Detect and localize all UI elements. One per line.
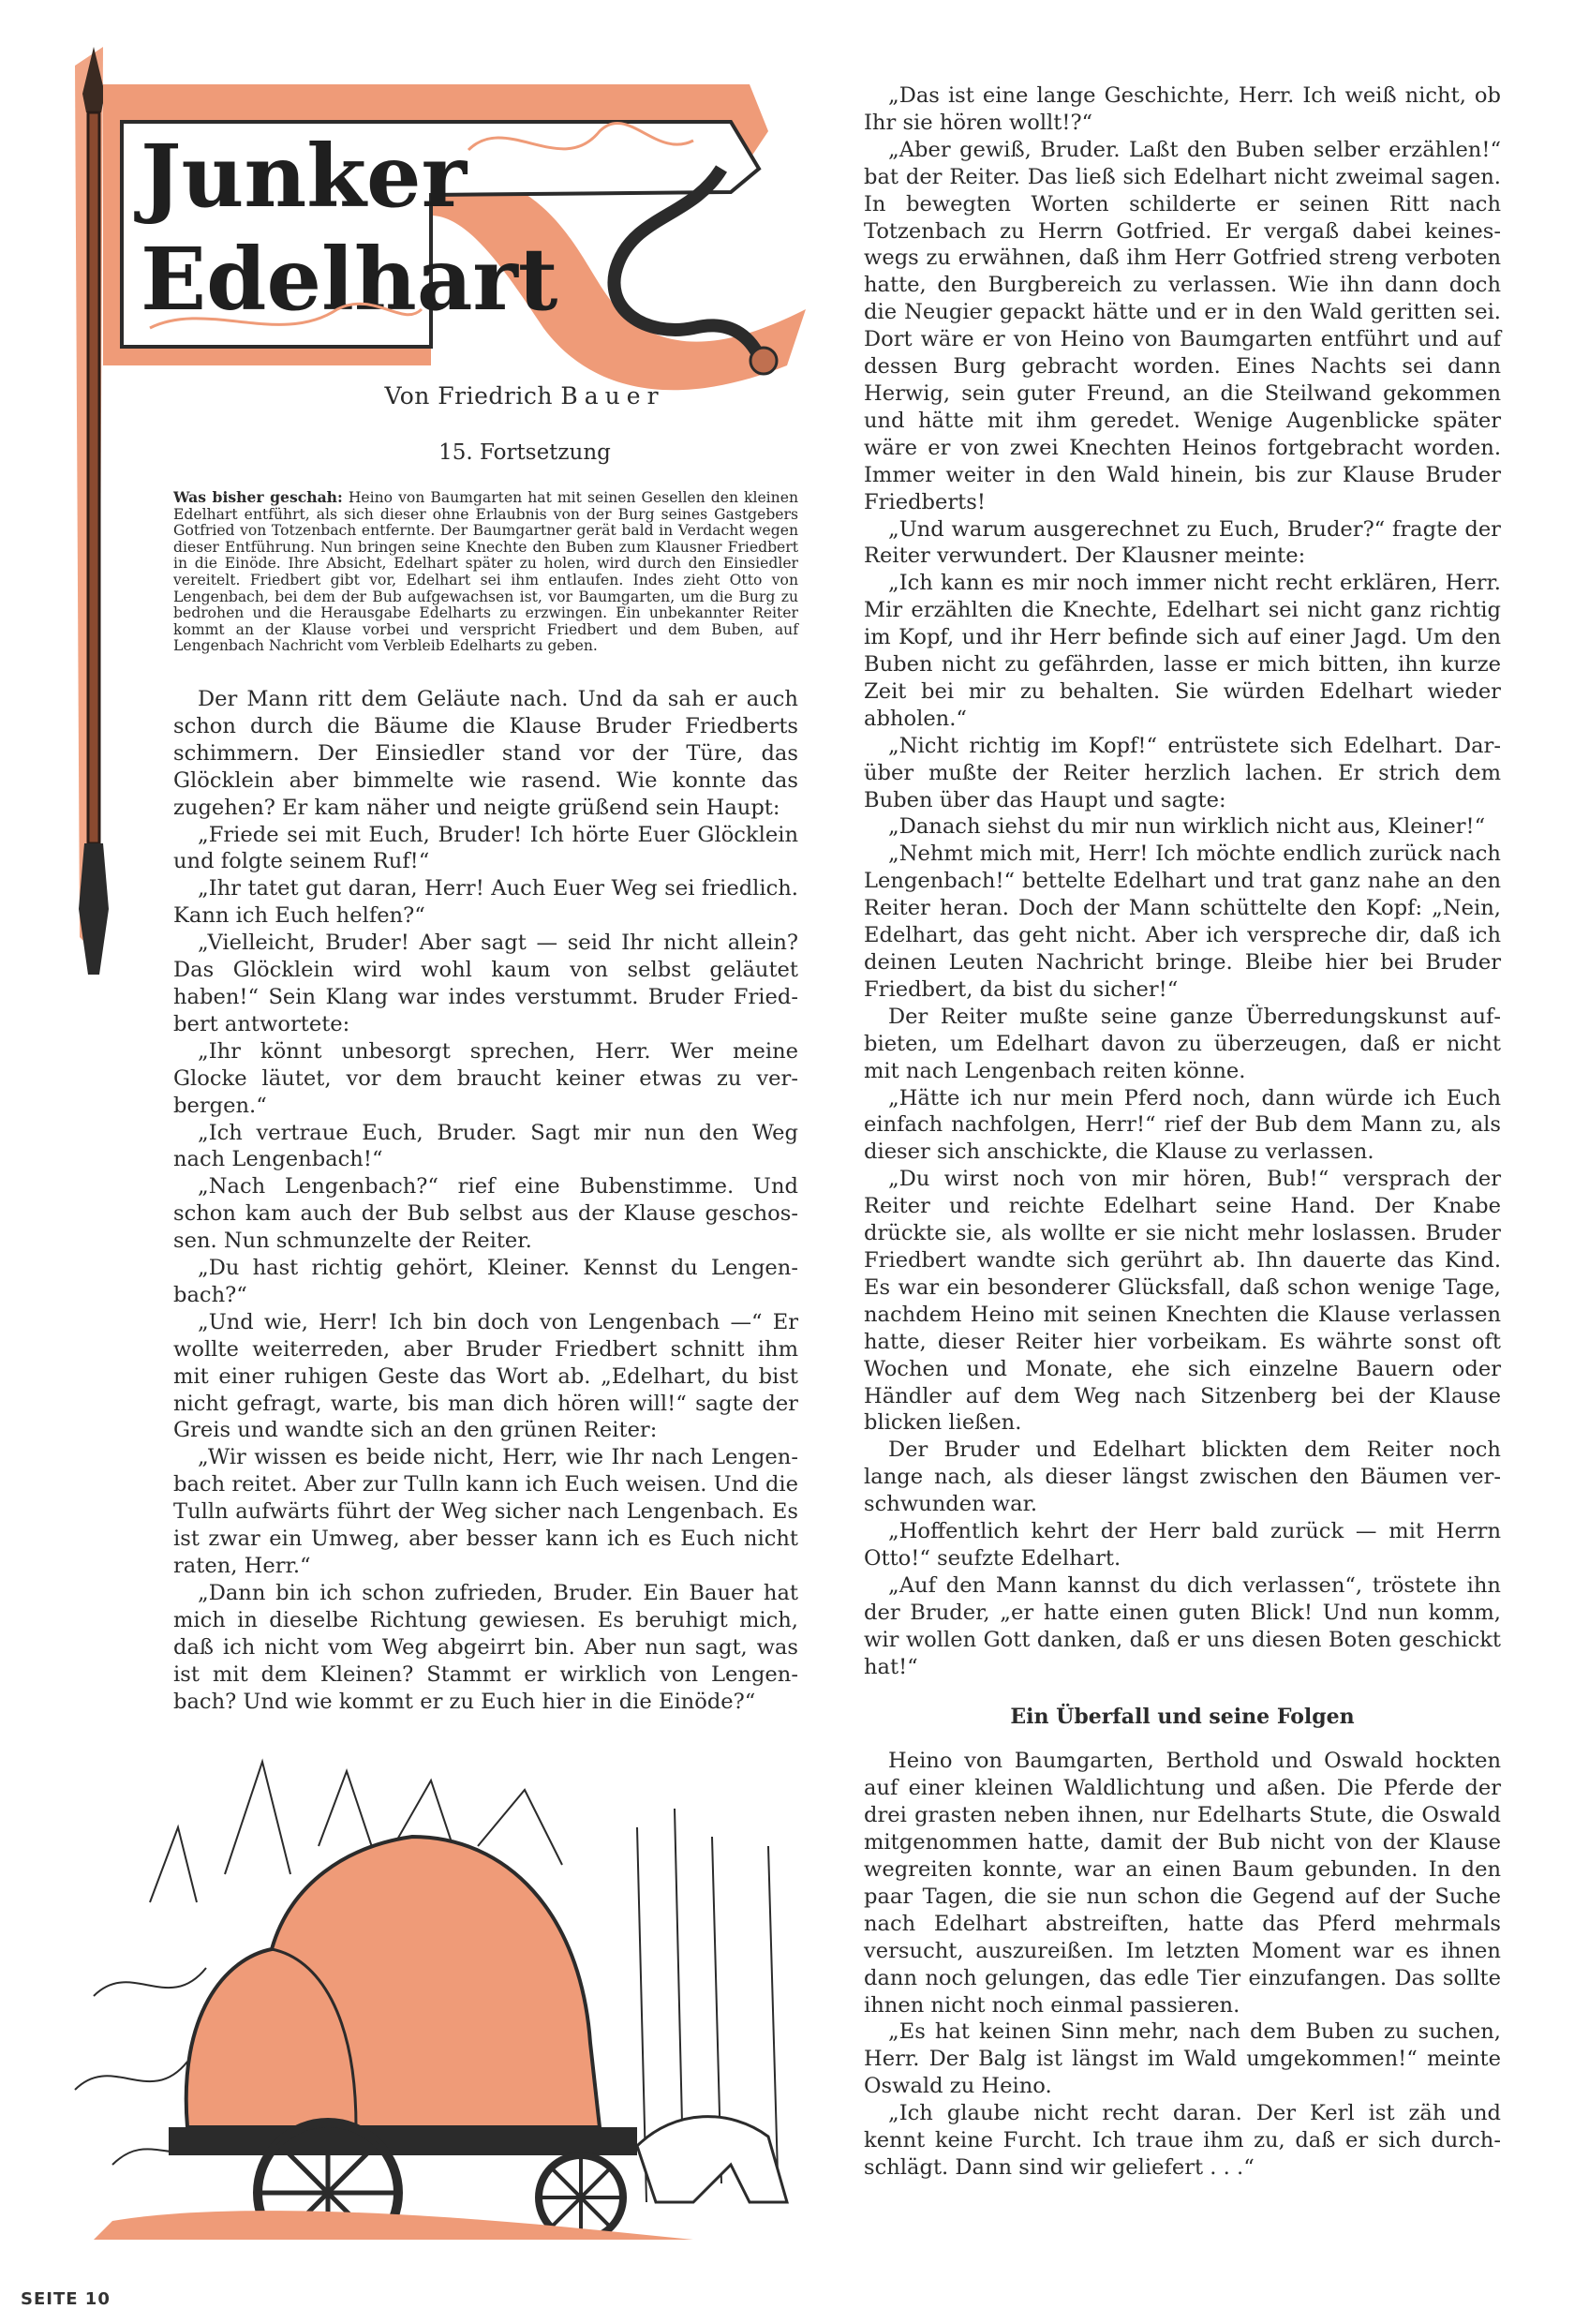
right-column <box>864 82 1501 2182</box>
recap-summary <box>173 489 798 655</box>
byline-surname: Bauer <box>560 382 665 410</box>
paragraph: „Ihr könnt unbesorgt sprechen, Herr. Wer meine Glocke läutet, vor dem braucht keiner etwas zu verbergen.“ <box>173 1038 798 1118</box>
banner-tassel <box>750 348 777 374</box>
paragraph: „Wir wissen es beide nicht, Herr, wie Ihr nach Lengenbach reitet. Aber zur Tulln kann ich Euch weisen. Und die Tulln aufwärts führt der Weg sicher nach Lengenbach. Es ist zwar ein Umweg, aber besser kann ich es Euch nicht raten, Herr.“ <box>173 1445 798 1578</box>
paragraph: Der Mann ritt dem Geläute nach. Und da sah er auch schon durch die Bäume die Klause Bruder Friedberts schimmern. Der Einsiedler stand vor der Türe, das Glöcklein aber bimmelte wie rasend. Wie konnte das zugehen? Er kam näher und neigte grüßend sein Haupt: <box>173 687 798 820</box>
page-number: SEITE 10 <box>21 2289 111 2309</box>
horses <box>637 2117 787 2202</box>
left-column <box>173 686 798 1715</box>
paragraph: „Friede sei mit Euch, Bruder! Ich hörte Euer Glöcklein und folgte seinem Ruf!“ <box>173 822 798 874</box>
title-line-1: Junker <box>141 126 468 227</box>
paragraph: „Auf den Mann kannst du dich verlassen“, tröstete ihn der Bruder, „er hatte einen guten Blick! Und nun komm, wir wollen Gott danken, daß er uns diesen Boten geschickt hat!“ <box>864 1572 1501 1679</box>
paragraph: „Hoffentlich kehrt der Herr bald zurück — mit Herrn Otto!“ seufzte Edelhart. <box>864 1519 1501 1571</box>
paragraph: Heino von Baumgarten, Berthold und Oswald hockten auf einer kleinen Waldlichtung und aßen. Die Pferde der drei grasten neben ihnen, nur Edelharts Stute, die Oswald mitgenommen hatte, damit der Bub nicht von der Klause wegreiten konnte, war an einen Baum gebunden. In den paar Tagen, die sie nun schon die Gegend auf der Suche nach Edelhart abstreiften, hatte das Pferd mehrmals versucht, auszureißen. Im letzten Moment war es ihnen dann noch gelungen, das edle Tier einzufangen. Das sollte ihnen nicht noch einmal passieren. <box>864 1749 1501 2018</box>
paragraph: „Nicht richtig im Kopf!“ entrüstete sich Edelhart. Darüber mußte der Reiter herzlich lachen. Er strich dem Buben über das Haupt und sagte: <box>864 733 1501 812</box>
paragraph: Der Bruder und Edelhart blickten dem Reiter noch lange nach, als dieser längst zwischen den Bäumen verschwunden war. <box>864 1438 1501 1517</box>
ground-orange <box>94 2211 693 2240</box>
paragraph: „Dann bin ich schon zufrieden, Bruder. Ein Bauer hat mich in dieselbe Richtung gewiesen. Es beruhigt mich, daß ich nicht vom Weg abgeirrt bin. Aber nun sagt, was ist mit dem Kleinen? Stammt er wirklich von Lengenbach? Und wie kommt er zu Euch hier in die Einöde?“ <box>173 1580 798 1714</box>
paragraph: „Ihr tatet gut daran, Herr! Auch Euer Weg sei friedlich. Kann ich Euch helfen?“ <box>173 876 798 929</box>
paragraph: „Vielleicht, Bruder! Aber sagt — seid Ihr nicht allein? Das Glöcklein wird wohl kaum von selbst geläutet haben!“ Sein Klang war indes verstummt. Bruder Friedbert antwortete: <box>173 931 798 1036</box>
section-heading: Ein Überfall und seine Folgen <box>1010 1705 1355 1730</box>
byline-prefix: Von Friedrich <box>384 382 553 410</box>
paragraph: „Und wie, Herr! Ich bin doch von Lengenbach —“ Er wollte weiterreden, aber Bruder Friedbert schnitt ihm mit einer ruhigen Geste das Wort ab. „Edelhart, du bist nicht gefragt, warte, bis man dich hören will!“ sagte der Greis und wandte sich an den grünen Reiter: <box>173 1309 798 1443</box>
paragraph: „Danach siehst du mir nun wirklich nicht aus, Kleiner!“ <box>888 814 1486 840</box>
paragraph: „Aber gewiß, Bruder. Laßt den Buben selber erzählen!“ bat der Reiter. Das ließ sich Edelhart nicht zweimal sagen. In bewegten Worten schilderte er seinen Ritt nach Totzenbach zu Herrn Gotfried. Er vergaß dabei keineswegs zu erwähnen, daß ihm Herr Gotfried streng verboten hatte, den Burgbereich zu verlassen. Wie ihn dann doch die Neugier gepackt hätte und er in den Wald geritten sei. Dort wäre er von Heino von Baumgarten entführt und auf dessen Burg gebracht worden. Eines Nachts sei dann Herwig, sein guter Freund, an die Steilwand gekommen und hätte mit ihm geredet. Wenige Augenblicke später wäre er von zwei Knechten Heinos fortgebracht worden. Immer weiter in den Wald hinein, bis zur Klause Bruder Friedberts! <box>864 137 1501 514</box>
paragraph: „Nach Lengenbach?“ rief eine Bubenstimme. Und schon kam auch der Bub selbst aus der Klause geschossen. Nun schmunzelte der Reiter. <box>173 1174 798 1254</box>
paragraph: „Es hat keinen Sinn mehr, nach dem Buben zu suchen, Herr. Der Balg ist längst im Wald umgekommen!“ meinte Oswald zu Heino. <box>864 2019 1501 2099</box>
paragraph: „Du hast richtig gehört, Kleiner. Kennst du Lengenbach?“ <box>173 1256 798 1307</box>
paragraph: „Und warum ausgerechnet zu Euch, Bruder?“ fragte der Reiter verwundert. Der Klausner meinte: <box>864 516 1501 569</box>
byline <box>272 382 778 410</box>
paragraph: „Ich glaube nicht recht daran. Der Kerl ist zäh und kennt keine Furcht. Ich traue ihm zu, daß er sich durchschlägt. Dann sind wir geliefert . . .“ <box>864 2101 1501 2180</box>
paragraph: „Hätte ich nur mein Pferd noch, dann würde ich Euch einfach nachfolgen, Herr!“ rief der Bub dem Mann zu, als dieser sich anschickte, die Klause zu verlassen. <box>864 1085 1501 1165</box>
covered-wagon-illustration <box>37 1734 843 2240</box>
pole-foot <box>79 843 109 975</box>
paragraph: „Das ist eine lange Geschichte, Herr. Ich weiß nicht, ob Ihr sie hören wollt!?“ <box>864 83 1501 135</box>
title-banner <box>37 28 853 403</box>
paragraph: „Ich vertraue Euch, Bruder. Sagt mir nun den Weg nach Lengenbach!“ <box>173 1120 798 1172</box>
wagon-cover <box>186 1837 600 2127</box>
title-line-2: Edelhart <box>141 229 558 330</box>
recap-text: Heino von Baumgarten hat mit seinen Gesellen den kleinen Edelhart entführt, als sich dieser ohne Erlaubnis von der Burg seines Gastgebers Gotfried von Totzenbach entfernte. Der Baumgartner gerät bald in Verdacht wegen dieser Entführung. Nun bringen seine Knechte den Buben zum Klausner Friedbert in die Einöde. Ihre Absicht, Edelhart später zu holen, wird durch den Einsiedler vereitelt. Friedbert gibt vor, Edelhart sei ihm entlaufen. Indes zieht Otto von Lengenbach, bei dem der Bub aufgewachsen ist, vor Baumgarten, um die Burg zu bedrohen und die Herausgabe Edelharts zu erzwingen. Ein unbekannter Reiter kommt an der Klause vorbei und verspricht Friedbert und dem Buben, auf Lengenbach Nachricht vom Verbleib Edelharts zu geben. <box>173 489 798 655</box>
paragraph: Der Reiter mußte seine ganze Überredungskunst aufbieten, um Edelhart davon zu überzeugen, daß er nicht mit nach Lengenbach reiten könne. <box>864 1004 1501 1083</box>
installment-label: 15. Fortsetzung <box>438 440 611 465</box>
paragraph: „Ich kann es mir noch immer nicht recht erklären, Herr. Mir erzählten die Knechte, Edelhart sei nicht ganz richtig im Kopf, und ihr Herr befinde sich auf einer Jagd. Um den Buben nicht zu gefährden, lasse er mich bitten, ihn kurze Zeit bei mir zu behalten. Sie würden Edelhart wieder abholen.“ <box>864 571 1501 731</box>
paragraph: „Nehmt mich mit, Herr! Ich möchte endlich zurück nach Lengenbach!“ bettelte Edelhart und trat ganz nahe an den Reiter heran. Doch der Mann schüttelte den Kopf: „Nein, Edelhart, das geht nicht. Aber ich verspreche dir, daß ich deinen Leuten Nachricht bringe. Bleibe hier bei Bruder Friedbert, da bist du sicher!“ <box>864 842 1501 1002</box>
wagon-bed <box>169 2127 637 2155</box>
paragraph: „Du wirst noch von mir hören, Bub!“ versprach der Reiter und reichte Edelhart seine Hand. Der Knabe drückte sie, als wollte er sie nicht mehr loslassen. Bruder Friedbert wandte sich gerührt ab. Ihn dauerte das Kind. Es war ein besonderer Glücksfall, daß schon wenige Tage, nachdem Heino mit seinen Knechten die Klause verlassen hatte, dieser Reiter hier vorbeikam. Es währte sonst oft Wochen und Monate, ehe sich einzelne Bauern oder Händler auf dem Weg nach Sitzenberg bei der Klause blicken ließen. <box>864 1167 1501 1436</box>
recap-label: Was bisher geschah: <box>173 488 343 506</box>
